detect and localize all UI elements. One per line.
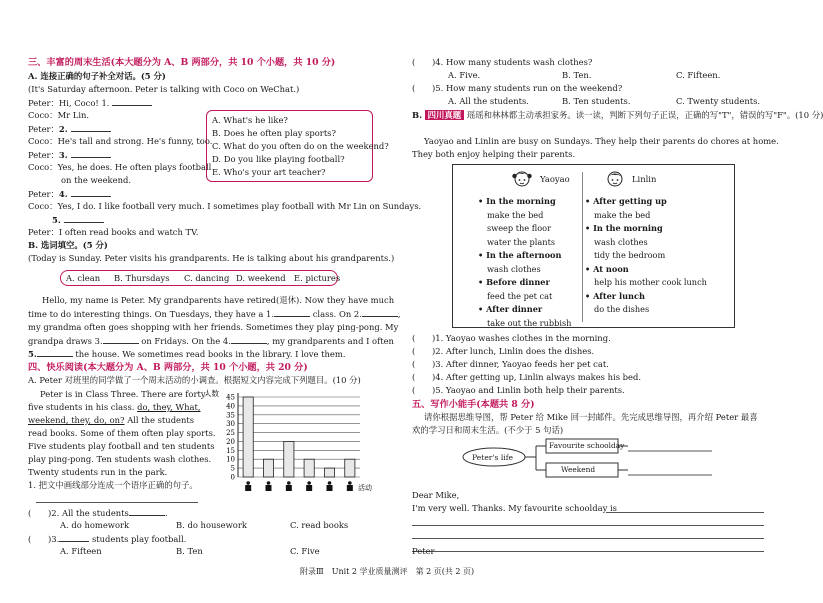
letter-greeting: Dear Mike,	[412, 490, 460, 500]
line-text: Hi, Coco! 1.	[58, 98, 110, 108]
s4-passage-7: Twenty students run in the park.	[28, 467, 168, 477]
speaker: Coco：	[28, 201, 58, 211]
section5-title: 五、写作小能手(本题共 8 分)	[412, 399, 535, 410]
section3-a-title: A. 连接正确的句子补全对话。(5 分)	[28, 71, 166, 81]
linlin-name: Linlin	[632, 174, 657, 184]
activity-icon-body	[266, 485, 272, 491]
linlin-chore: wash clothes	[594, 236, 648, 247]
q3-option-a[interactable]: A. Fifteen	[60, 546, 102, 556]
y-tick-label: 35	[226, 411, 235, 420]
q2-option-c[interactable]: C. read books	[290, 520, 349, 530]
yaoyao-time: • After dinner	[478, 304, 543, 314]
linlin-chore: make the bed	[594, 209, 651, 220]
yaoyao-time: • Before dinner	[478, 277, 550, 287]
survey-bar-chart	[200, 387, 372, 495]
line-text: Yes, he does. He often plays football	[57, 162, 212, 172]
line-text: 3.	[58, 150, 68, 160]
line-text: 4.	[58, 189, 68, 199]
dialogue-line	[28, 214, 104, 225]
word-bank-item: C. dancing	[184, 273, 230, 283]
q5-option-a[interactable]: A. All the students.	[448, 96, 529, 106]
y-tick-label: 25	[226, 429, 235, 438]
section4-a-intro: A. Peter 对班里的同学做了一个周末活动的小调查。根据短文内容完成下列题目。(10 分)	[28, 375, 361, 385]
linlin-time: • After lunch	[585, 290, 645, 301]
dialogue-line	[28, 227, 198, 237]
activity-icon-body	[286, 485, 292, 491]
y-tick-label: 0	[230, 473, 235, 482]
q1-answer-line[interactable]	[36, 502, 198, 503]
q2-option-a[interactable]: A. do homework	[60, 520, 130, 530]
activity-icon	[287, 481, 291, 485]
line-text: Yes, I do. I like football very much. I sometimes play football with Mr Lin on Sundays.	[57, 201, 422, 211]
yaoyao-time: • In the morning	[478, 196, 556, 206]
activity-icon	[348, 481, 352, 485]
s4-passage-5: Five students play football and ten students	[28, 441, 215, 451]
line-text: 5.	[52, 215, 61, 225]
yaoyao-chore: water the plants	[487, 236, 556, 247]
dialogue-option: A. What's he like?	[212, 115, 288, 125]
q4-stem: ( )4. How many students wash clothes?	[412, 57, 593, 67]
passage-line-5: 5. the house. We sometimes read books in the library. I love them.	[28, 349, 346, 359]
section4-title: 四、快乐阅读(本大题分为 A、B 两部分，共 10 个小题，共 20 分)	[28, 362, 308, 373]
blank-1[interactable]	[274, 308, 310, 317]
passage-line-3: my grandma often goes shopping with her friends. Sometimes they play ping-pong. My	[28, 322, 399, 332]
dialogue-blank[interactable]	[71, 149, 111, 158]
dialogue-line	[28, 97, 152, 108]
linlin-chore: help his mother cook lunch	[594, 277, 707, 287]
yaoyao-avatar-icon	[512, 168, 532, 190]
y-tick-label: 45	[226, 393, 235, 402]
y-tick-label: 40	[226, 402, 235, 411]
bar-play-football	[324, 468, 334, 477]
passage-line-2: time to do interesting things. On Tuesdays, they have a 1. class. On 2. ,	[28, 309, 401, 319]
dialogue-option: D. Do you like playing football?	[212, 154, 345, 164]
bar-wash-clothes	[284, 441, 294, 477]
section5-intro-2: 欢的学习日和周末生活。(不少于 5 句话)	[412, 425, 564, 435]
bar-run	[304, 459, 314, 477]
mind-branch-1: Favourite schoolday	[549, 441, 625, 450]
chart-xlabel: 活动	[358, 484, 372, 492]
word-bank-item: A. clean	[66, 273, 101, 283]
letter-blank-1[interactable]	[606, 512, 764, 513]
activity-icon	[267, 481, 271, 485]
dialogue-option: C. What do you often do on the weekend?	[212, 141, 389, 151]
letter-signature: Peter	[412, 546, 435, 556]
blank-5[interactable]	[37, 348, 73, 357]
q4-option-b[interactable]: B. Ten.	[562, 70, 592, 80]
dialogue-option: B. Does he often play sports?	[212, 128, 336, 138]
linlin-chore: do the dishes	[594, 304, 650, 314]
dialogue-option: E. Who's your art teacher?	[212, 167, 326, 177]
dialogue-line	[28, 201, 421, 211]
dialogue-line	[28, 123, 111, 134]
q3-blank[interactable]	[59, 533, 89, 542]
word-bank-item: B. Thursdays	[114, 273, 170, 283]
dialogue-blank[interactable]	[71, 188, 111, 197]
tf-statement: ( )2. After lunch, Linlin does the dishes.	[412, 346, 595, 356]
activity-icon-body	[347, 485, 353, 491]
activity-icon-body	[245, 485, 251, 491]
dialogue-line	[28, 162, 211, 172]
q3-option-b[interactable]: B. Ten	[176, 546, 203, 556]
line-text: He's tall and strong. He's funny, too.	[57, 136, 213, 146]
word-bank-item: E. pictures	[294, 273, 341, 283]
passage-line-4: grandpa draws 3. on Fridays. On the 4. , my grandparents and I often	[28, 336, 394, 346]
yaoyao-chore: feed the pet cat	[487, 290, 553, 301]
bar-read-books	[243, 397, 253, 477]
s4-passage-1: Peter is in Class Three. There are forty-	[40, 389, 209, 399]
line-text: Mr Lin.	[57, 110, 90, 120]
speaker: Coco：	[28, 110, 58, 120]
q2-blank[interactable]	[129, 507, 165, 516]
section3-b-title: B. 选词填空。(5 分)	[28, 240, 108, 250]
line-text: 2.	[58, 124, 68, 134]
section3-title: 三、丰富的周末生活(本大题分为 A、B 两部分，共 10 个小题，共 10 分)	[28, 57, 336, 68]
dialogue-line	[28, 149, 111, 160]
word-bank-item: D. weekend	[236, 273, 286, 283]
q5-stem: ( )5. How many students run on the weekend?	[412, 83, 623, 93]
q1-text: 1. 把文中画线部分连成一个语序正确的句子。	[28, 480, 198, 490]
letter-line-1: I'm very well. Thanks. My favourite schoolday is	[412, 503, 617, 513]
q5-option-b[interactable]: B. Ten students.	[562, 96, 631, 106]
s4-passage-4: read books. Some of them often play sports.	[28, 428, 216, 438]
chores-divider	[582, 172, 583, 322]
blank-2[interactable]	[362, 308, 398, 317]
footer: 附录Ⅲ Unit 2 学业质量测评 第 2 页(共 2 页)	[300, 567, 475, 576]
q2-option-b[interactable]: B. do housework	[176, 520, 247, 530]
q4-option-c[interactable]: C. Fifteen.	[676, 70, 721, 80]
b-passage-2: They both enjoy helping their parents.	[412, 149, 576, 159]
q4-option-a[interactable]: A. Five.	[448, 70, 481, 80]
linlin-time: • After getting up	[585, 196, 667, 206]
speaker: Coco：	[28, 162, 58, 172]
q2-stem: ( )2. All the students .	[28, 508, 168, 518]
bar-play-ping-pong	[345, 459, 355, 477]
blank-4[interactable]	[231, 335, 267, 344]
dialogue-blank[interactable]	[64, 214, 104, 223]
letter-line-3[interactable]	[412, 538, 764, 539]
activity-icon	[246, 481, 250, 485]
linlin-time: • In the morning	[585, 223, 663, 233]
dialogue-blank[interactable]	[112, 97, 152, 106]
activity-icon	[328, 481, 332, 485]
yaoyao-chore: wash clothes	[487, 263, 541, 274]
yaoyao-name: Yaoyao	[540, 174, 570, 184]
speaker: Peter：	[28, 189, 59, 199]
line-text: on the weekend.	[61, 175, 132, 185]
linlin-time: • At noon	[585, 263, 629, 274]
q3-option-c[interactable]: C. Five	[290, 546, 320, 556]
section3-b-context: (Today is Sunday. Peter visits his grandparents. He is talking about his grandparents.)	[28, 253, 395, 263]
mind-center: Peter's life	[472, 453, 513, 462]
sichuan-tag: 四川真题	[425, 110, 465, 120]
passage-line-1: Hello, my name is Peter. My grandparents have retired(退休). Now they have much	[42, 295, 395, 305]
y-tick-label: 15	[226, 446, 235, 455]
q3-stem: ( )3. students play football.	[28, 534, 187, 544]
speaker: Peter：	[28, 150, 59, 160]
dialogue-line	[28, 136, 212, 146]
section3-context: (It's Saturday afternoon. Peter is talking with Coco on WeChat.)	[28, 84, 300, 94]
speaker: Peter：	[28, 98, 59, 108]
linlin-avatar-icon	[605, 168, 625, 190]
tf-statement: ( )4. After getting up, Linlin always makes his bed.	[412, 372, 642, 382]
b-passage-1: Yaoyao and Linlin are busy on Sundays. They help their parents do chores at home.	[424, 136, 779, 146]
q5-option-c[interactable]: C. Twenty students.	[676, 96, 761, 106]
s4-passage-3: weekend, they, do, on? All the students	[28, 415, 195, 425]
chart-ylabel: 人数	[204, 389, 219, 398]
s4-passage-6: play ping-pong. Ten students wash clothes.	[28, 454, 212, 464]
speaker: Peter：	[28, 124, 59, 134]
blank-3[interactable]	[103, 335, 139, 344]
yaoyao-chore: take out the rubbish	[487, 317, 572, 328]
tf-statement: ( )3. After dinner, Yaoyao feeds her pet cat.	[412, 359, 609, 369]
yaoyao-chore: make the bed	[487, 209, 544, 220]
tf-statement: ( )5. Yaoyao and Linlin both help their parents.	[412, 385, 625, 395]
mind-branch-2: Weekend	[561, 465, 596, 474]
dialogue-line	[28, 175, 131, 185]
section5-intro-1: 请你根据思维导图，帮 Peter 给 Mike 回一封邮件。先完成思维导图，再介绍 Peter 最喜	[424, 412, 758, 422]
linlin-chore: tidy the bedroom	[594, 250, 666, 260]
yaoyao-chore: sweep the floor	[487, 223, 551, 233]
speaker: Peter：	[28, 227, 59, 237]
y-tick-label: 20	[226, 437, 235, 446]
yaoyao-time: • In the afternoon	[478, 250, 562, 260]
dialogue-blank[interactable]	[71, 123, 111, 132]
y-tick-label: 10	[226, 455, 235, 464]
dialogue-line	[28, 110, 89, 120]
activity-icon-body	[306, 485, 312, 491]
line-text: I often read books and watch TV.	[58, 227, 199, 237]
y-tick-label: 30	[226, 420, 235, 429]
activity-icon-body	[327, 485, 333, 491]
letter-line-2[interactable]	[412, 525, 764, 526]
tf-statement: ( )1. Yaoyao washes clothes in the morning.	[412, 333, 611, 343]
dialogue-line	[28, 188, 111, 199]
y-tick-label: 5	[230, 464, 235, 473]
letter-line-4[interactable]	[412, 551, 764, 552]
bar-do-homework	[263, 459, 273, 477]
speaker: Coco：	[28, 136, 58, 146]
activity-icon	[307, 481, 311, 485]
s4-passage-2: five students in his class. do, they, What,	[28, 402, 201, 412]
section4-b-header: B. 四川真题 瑶瑶和林林都主动承担家务。读一读，判断下列句子正误，正确的写"T"，错误的写"F"。(10 分)	[412, 110, 823, 120]
